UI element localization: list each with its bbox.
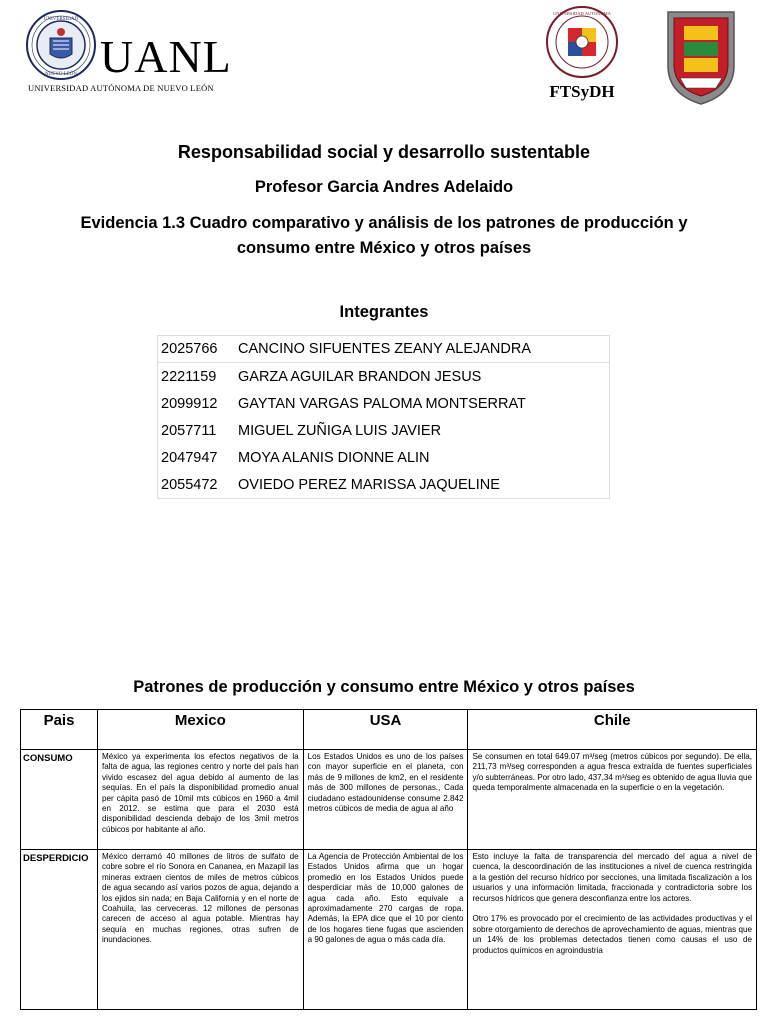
cell-paragraph: Se consumen en total 649.07 m³/seg (metros cúbicos por segundo). De ella, 211,73 m³/seg corresponden a agua fresca extraída de fuentes superficiales y/o subterráneas. Por otro lado, 437,34 m³/seg es obtenido de agua lluvia que queda temporalmente almacenada en la superficie o en la vegetación. bbox=[472, 752, 752, 793]
member-name: GARZA AGUILAR BRANDON JESUS bbox=[238, 368, 482, 385]
member-row bbox=[158, 471, 609, 498]
row-label: DESPERDICIO bbox=[21, 850, 98, 1010]
table-header-row bbox=[21, 710, 757, 750]
evidence-title: Evidencia 1.3 Cuadro comparativo y análisis de los patrones de producción y consumo entre México y otros países bbox=[80, 214, 688, 257]
ftsydh-seal-logo bbox=[546, 6, 618, 78]
cell-chile bbox=[468, 750, 757, 850]
member-row bbox=[158, 363, 609, 390]
uanl-wordmark: UANL bbox=[100, 31, 232, 82]
table-row-consumo bbox=[21, 750, 757, 850]
comparison-table bbox=[20, 709, 757, 1010]
member-name: CANCINO SIFUENTES ZEANY ALEJANDRA bbox=[238, 341, 532, 357]
member-name: MOYA ALANIS DIONNE ALIN bbox=[238, 449, 430, 466]
uanl-subtitle: UNIVERSIDAD AUTÓNOMA DE NUEVO LEÓN bbox=[28, 83, 214, 93]
cell-chile bbox=[468, 850, 757, 1010]
member-row bbox=[158, 417, 609, 444]
member-row bbox=[158, 336, 609, 363]
column-header-mexico: Mexico bbox=[97, 710, 303, 750]
table-row-desperdicio bbox=[21, 850, 757, 1010]
cell-usa: La Agencia de Protección Ambiental de los Estados Unidos afirma que un hogar promedio en los Estados Unidos puede desperdiciar más de 10,000 galones de agua cada año. Esto equivale a aproximadamente 270 cargas de ropa. Además, la EPA dice que el 10 por ciento de los hogares tiene fugas que ascienden a 90 galones de agua o más cada día. bbox=[303, 850, 468, 1010]
members-heading: Integrantes bbox=[339, 303, 429, 321]
cell-mexico: México ya experimenta los efectos negativos de la falta de agua, las regiones centro y norte del país han vivido escasez del agua debido al aumento de las sequías. En el país la disponibilidad promedio anual per cápita pasó de 10mil mts cúbicos en 1960 a 4mil en 2012. se estima que para el 2030 está disponibilidad descienda debajo de los 3mil metros cúbicos por habitante al año. bbox=[97, 750, 303, 850]
member-row bbox=[158, 444, 609, 471]
uanl-seal-logo bbox=[26, 10, 96, 80]
row-label: CONSUMO bbox=[21, 750, 98, 850]
column-header-usa: USA bbox=[303, 710, 468, 750]
faculty-shield-logo bbox=[664, 8, 738, 106]
svg-text:UNIVERSIDAD: UNIVERSIDAD bbox=[43, 17, 79, 22]
member-id: 2025766 bbox=[161, 341, 218, 357]
cell-usa: Los Estados Unidos es uno de los países con mayor superficie en el planeta, con más de 9 millones de km2, en el residente más de 300 millones de personas., Cada ciudadano estadounidense consume 2.842 metros cúbicos de media de agua al año bbox=[303, 750, 468, 850]
member-id: 2221159 bbox=[161, 368, 217, 385]
member-id: 2047947 bbox=[161, 449, 218, 466]
member-id: 2057711 bbox=[161, 422, 217, 439]
comparison-table-title: Patrones de producción y consumo entre México y otros países bbox=[133, 678, 635, 696]
svg-text:NUEVO LEÓN: NUEVO LEÓN bbox=[44, 72, 78, 77]
ftsydh-label: FTSyDH bbox=[549, 82, 615, 101]
professor-name: Profesor Garcia Andres Adelaido bbox=[254, 178, 514, 196]
document-header bbox=[0, 0, 768, 120]
cell-paragraph: Otro 17% es provocado por el crecimiento de las actividades productivas y el sobre otorgamiento de derechos de aprovechamiento de aguas, mientras que un 14% de los problemas detectados tienen como causas el uso de productos químicos en agroindustria bbox=[472, 914, 752, 955]
course-title: Responsabilidad social y desarrollo sustentable bbox=[177, 142, 591, 162]
column-header-pais: Pais bbox=[21, 710, 98, 750]
cell-mexico: México derramó 40 millones de litros de sulfato de cobre sobre el río Sonora en Cananea, en Mazapil las mineras extraen cientos de miles de metros cúbicos de agua secando así varios pozos de agua, dejando a los ejidos sin nada; en Baja California y en el norte de Coahuila, las cerveceras. 12 millones de personas carecen de acceso al agua potable. Mientras hay sequía en muchas regiones, otras sufren de inundaciones. bbox=[97, 850, 303, 1010]
svg-text:UNIVERSIDAD AUTÓNOMA: UNIVERSIDAD AUTÓNOMA bbox=[553, 11, 611, 16]
member-id: 2055472 bbox=[161, 476, 218, 493]
members-table bbox=[157, 335, 610, 499]
member-name: OVIEDO PEREZ MARISSA JAQUELINE bbox=[238, 476, 500, 493]
member-id: 2099912 bbox=[161, 395, 218, 412]
column-header-chile: Chile bbox=[468, 710, 757, 750]
member-name: GAYTAN VARGAS PALOMA MONTSERRAT bbox=[238, 395, 526, 412]
member-name: MIGUEL ZUÑIGA LUIS JAVIER bbox=[238, 422, 442, 439]
member-row bbox=[158, 390, 609, 417]
cell-paragraph: Esto incluye la falta de transparencia del mercado del agua a nivel de cuenca, la descoordinación de las instituciones a nivel de cuenca restringida a la gestión del recurso hídrico por secciones, una limitada fiscalización a los usuarios y una información limitada, fraccionada y contradictoria sobre los recursos hídricos que genera desconfianza entre los actores. bbox=[472, 852, 752, 903]
